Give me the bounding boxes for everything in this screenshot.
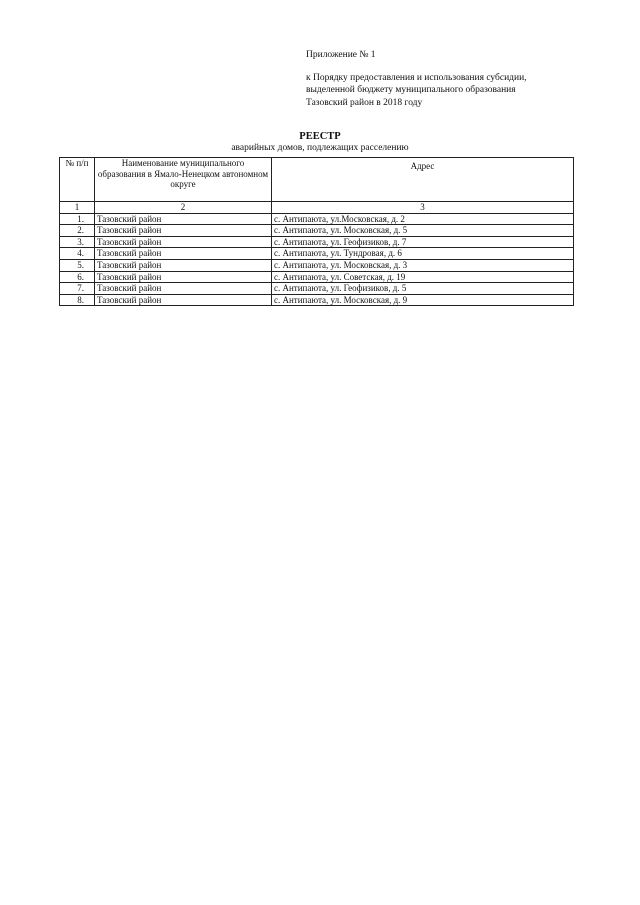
row-municipality: Тазовский район xyxy=(95,248,272,260)
document-title: РЕЕСТР xyxy=(299,131,341,142)
registry-table xyxy=(59,157,574,306)
row-address: с. Антипаюта, ул. Московская, д. 3 xyxy=(272,259,574,271)
row-address: с. Антипаюта, ул.Московская, д. 2 xyxy=(272,213,574,225)
table-row xyxy=(60,294,574,306)
table-row xyxy=(60,271,574,283)
row-address: с. Антипаюта, ул. Геофизиков, д. 5 xyxy=(272,283,574,295)
row-number: 3. xyxy=(60,236,95,248)
row-municipality: Тазовский район xyxy=(95,213,272,225)
table-row xyxy=(60,225,574,237)
row-number: 1. xyxy=(60,213,95,225)
annex-block xyxy=(306,49,527,109)
row-municipality: Тазовский район xyxy=(95,236,272,248)
row-municipality: Тазовский район xyxy=(95,225,272,237)
header-municipality: Наименование муниципального образования в Ямало-Ненецком автономном округе xyxy=(95,158,272,202)
row-municipality: Тазовский район xyxy=(95,271,272,283)
column-number: 2 xyxy=(95,202,272,214)
row-number: 4. xyxy=(60,248,95,260)
annex-ref-line-1: к Порядку предоставления и использования субсидии, xyxy=(306,72,527,83)
annex-ref-line-3: Тазовский район в 2018 году xyxy=(306,97,423,108)
row-number: 7. xyxy=(60,283,95,295)
row-number: 2. xyxy=(60,225,95,237)
table-header-row xyxy=(60,158,574,202)
row-number: 6. xyxy=(60,271,95,283)
table-row xyxy=(60,283,574,295)
row-number: 8. xyxy=(60,294,95,306)
annex-ref-line-2: выделенной бюджету муниципального образования xyxy=(306,85,516,95)
table-row xyxy=(60,259,574,271)
column-number-row xyxy=(60,202,574,214)
row-municipality: Тазовский район xyxy=(95,283,272,295)
column-number: 1 xyxy=(60,202,95,214)
table-row xyxy=(60,248,574,260)
row-address: с. Антипаюта, ул. Тундровая, д. 6 xyxy=(272,248,574,260)
row-municipality: Тазовский район xyxy=(95,294,272,306)
table-row xyxy=(60,213,574,225)
row-municipality: Тазовский район xyxy=(95,259,272,271)
document-subtitle: аварийных домов, подлежащих расселению xyxy=(231,143,409,153)
header-address: Адрес xyxy=(272,158,574,202)
row-address: с. Антипаюта, ул. Советская, д. 19 xyxy=(272,271,574,283)
row-address: с. Антипаюта, ул. Московская, д. 9 xyxy=(272,294,574,306)
row-number: 5. xyxy=(60,259,95,271)
header-number: № п/п xyxy=(60,158,95,202)
column-number: 3 xyxy=(272,202,574,214)
table-row xyxy=(60,236,574,248)
annex-number: Приложение № 1 xyxy=(306,50,376,60)
row-address: с. Антипаюта, ул. Геофизиков, д. 7 xyxy=(272,236,574,248)
row-address: с. Антипаюта, ул. Московская, д. 5 xyxy=(272,225,574,237)
